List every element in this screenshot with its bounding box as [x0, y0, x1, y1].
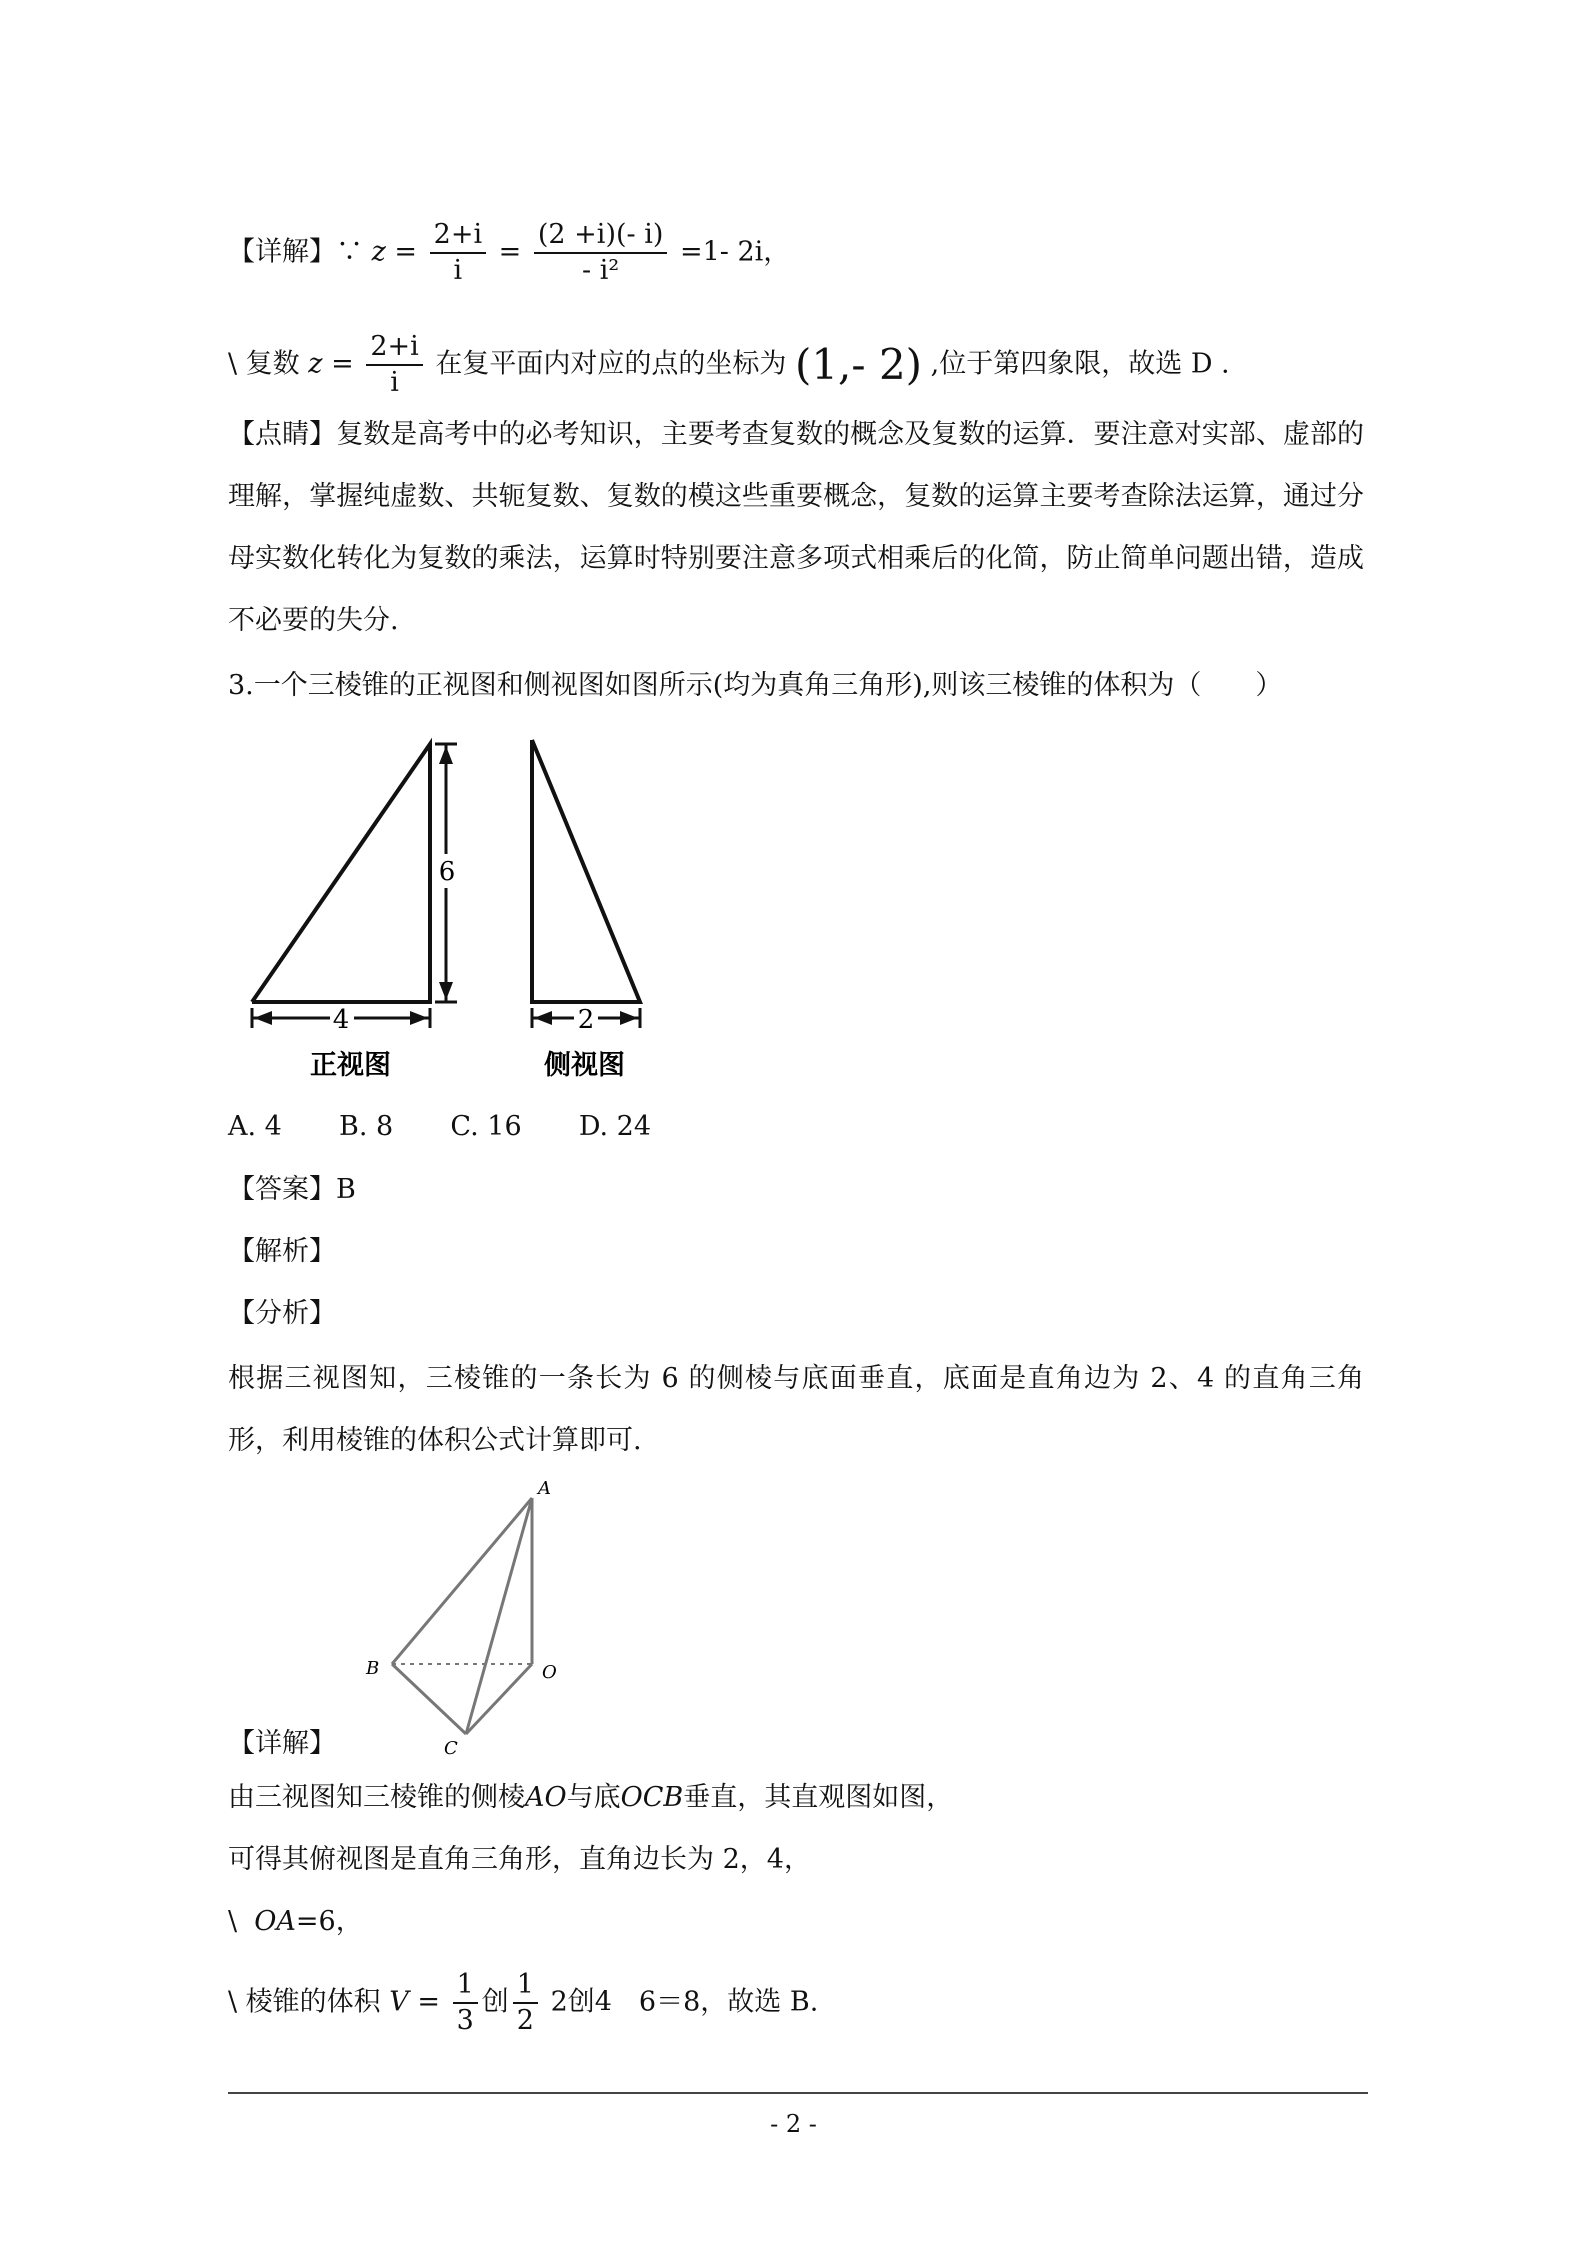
page-number: - 2 -	[770, 2110, 817, 2138]
vertex-a-label: A	[538, 1478, 551, 1499]
detail2-sentence-4: \ 棱锥的体积 V = $\frac{1}{3}$ 创 $\frac{1}{2}$ 2创4 6＝8，故选 B.	[228, 1969, 819, 2036]
vertex-b-label: B	[366, 1658, 380, 1679]
front-view-triangle	[252, 744, 430, 1002]
pyramid-figure	[360, 1472, 580, 1762]
option-a: A. 4	[228, 1111, 282, 1142]
answer-line: 【答案】B	[228, 1174, 356, 1205]
fraction: $\frac{1}{3}$	[453, 1968, 478, 2038]
question-3: 3.一个三棱锥的正视图和侧视图如图所示(均为真角三角形),则该三棱锥的体积为（ ）	[228, 670, 1283, 701]
detail-line-1: 【详解】∵ z = $\frac{2+i}{i}$ = $\frac{(2 +i)(- i)}{\text{- i²}}$ =1- 2i，	[228, 219, 791, 286]
vertex-o-label: O	[542, 1662, 557, 1683]
front-base-label: 4	[332, 1005, 350, 1035]
detail2-sentence-3: \ OA=6，	[228, 1906, 363, 1937]
vertex-c-label: C	[444, 1738, 458, 1759]
side-view-triangle	[532, 740, 640, 1002]
front-view-caption: 正视图	[310, 1050, 391, 1081]
fraction: $\frac{1}{2}$	[513, 1968, 538, 2038]
detail-line-2: \ 复数 z = $\frac{2+i}{i}$ 在复平面内对应的点的坐标为 (1,- 2) ,位于第四象限，故选 D .	[228, 331, 1230, 398]
fraction: $\frac{2+i}{i}$	[366, 330, 422, 400]
fraction: $\frac{(2 +i)(- i)}{\text{- i²}}$	[534, 218, 668, 288]
option-b: B. 8	[339, 1111, 394, 1142]
option-d: D. 24	[578, 1111, 652, 1142]
detail2-label: 【详解】	[228, 1728, 336, 1759]
detail2-sentence-1: 由三视图知三棱锥的侧棱AO与底OCB垂直，其直观图如图，	[228, 1782, 954, 1813]
options-row	[228, 1107, 651, 1147]
fraction: $\frac{2+i}{i}$	[430, 218, 486, 288]
detail-label: 【详解】	[228, 236, 336, 268]
fenxi-label: 【分析】	[228, 1298, 336, 1329]
jiexi-label: 【解析】	[228, 1236, 336, 1267]
detail2-sentence-2: 可得其俯视图是直角三角形，直角边长为 2，4，	[228, 1844, 811, 1875]
option-c: C. 16	[450, 1111, 522, 1142]
three-view-figure	[230, 722, 650, 1082]
dianjing-paragraph: 【点睛】复数是高考中的必考知识，主要考查复数的概念及复数的运算．要注意对实部、虚部的理解，掌握纯虚数、共轭复数、复数的模这些重要概念，复数的运算主要考查除法运算，通过分母实数化转化为复数的乘法，运算时特别要注意多项式相乘后的化简，防止简单问题出错，造成不必要的失分.	[228, 419, 1364, 636]
footer-divider	[228, 2092, 1368, 2094]
side-base-label: 2	[577, 1005, 595, 1035]
analysis-paragraph: 根据三视图知，三棱锥的一条长为 6 的侧棱与底面垂直，底面是直角边为 2、4 的直角三角形，利用棱锥的体积公式计算即可.	[228, 1363, 1364, 1456]
height-label: 6	[438, 857, 456, 887]
side-view-caption: 侧视图	[544, 1050, 625, 1081]
